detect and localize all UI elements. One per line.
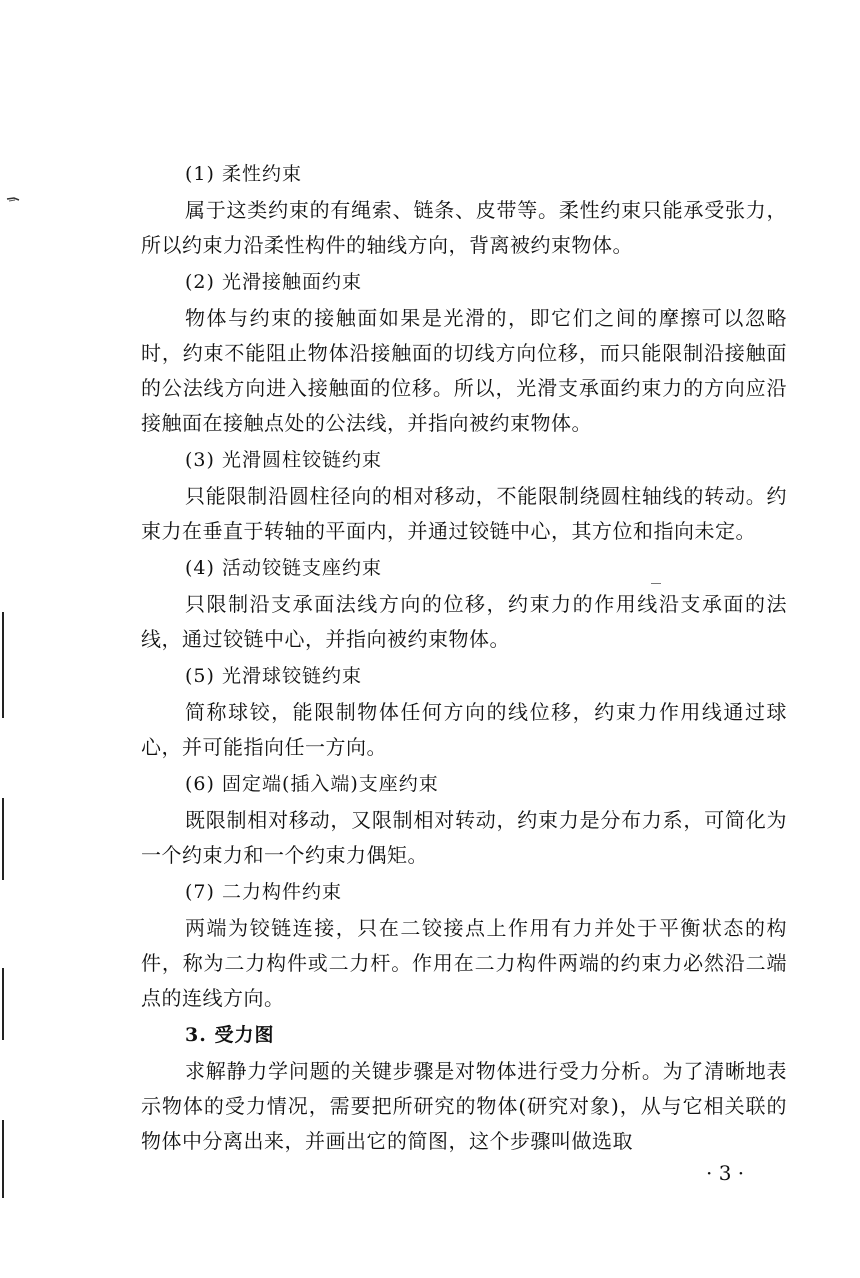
para-flexible-constraint: 属于这类约束的有绳索、链条、皮带等。柔性约束只能承受张力，所以约束力沿柔性构件的轴线方向，背离被约束物体。 (141, 198, 787, 257)
binding-edge-mark-1 (2, 612, 4, 718)
body-text (141, 157, 787, 1161)
para-free-body-diagram: 求解静力学问题的关键步骤是对物体进行受力分析。为了清晰地表示物体的受力情况，需要把所研究的物体(研究对象)，从与它相关联的物体中分离出来，并画出它的简图，这个步骤叫做选取 (141, 1059, 787, 1153)
heading-smooth-contact: (2) 光滑接触面约束 (185, 271, 362, 293)
heading-flexible-constraint: (1) 柔性约束 (185, 163, 302, 185)
section-title-free-body-diagram: 3. 受力图 (185, 1024, 275, 1046)
scan-artifact-mark (6, 196, 20, 202)
para-smooth-cylindrical-hinge: 只能限制沿圆柱径向的相对移动，不能限制绕圆柱轴线的转动。约束力在垂直于转轴的平面内，并通过铰链中心，其方位和指向未定。 (141, 484, 787, 543)
heading-smooth-ball-hinge: (5) 光滑球铰链约束 (185, 665, 362, 687)
para-smooth-contact: 物体与约束的接触面如果是光滑的，即它们之间的摩擦可以忽略时，约束不能阻止物体沿接触面的切线方向位移，而只能限制沿接触面的公法线方向进入接触面的位移。所以，光滑支承面约束力的方向应沿接触面在接触点处的公法线，并指向被约束物体。 (141, 306, 787, 435)
heading-two-force-member: (7) 二力构件约束 (185, 881, 342, 903)
heading-movable-hinge-support: (4) 活动铰链支座约束 (185, 557, 382, 579)
para-smooth-ball-hinge: 简称球铰，能限制物体任何方向的线位移，约束力作用线通过球心，并可能指向任一方向。 (141, 700, 787, 759)
binding-edge-mark-2 (2, 798, 4, 880)
heading-fixed-end-support: (6) 固定端(插入端)支座约束 (185, 773, 439, 795)
heading-smooth-cylindrical-hinge: (3) 光滑圆柱铰链约束 (185, 449, 382, 471)
binding-edge-mark-4 (2, 1120, 4, 1198)
para-fixed-end-support: 既限制相对移动，又限制相对转动，约束力是分布力系，可简化为一个约束力和一个约束力偶矩。 (141, 808, 787, 867)
para-two-force-member: 两端为铰链连接，只在二铰接点上作用有力并处于平衡状态的构件，称为二力构件或二力杆。作用在二力构件两端的约束力必然沿二端点的连线方向。 (141, 916, 787, 1010)
binding-edge-mark-3 (2, 968, 4, 1040)
para-movable-hinge-support: 只限制沿支承面法线方向的位移，约束力的作用线沿支承面的法线，通过铰链中心，并指向被约束物体。 (141, 592, 787, 651)
page-number: · 3 · (706, 1161, 745, 1185)
